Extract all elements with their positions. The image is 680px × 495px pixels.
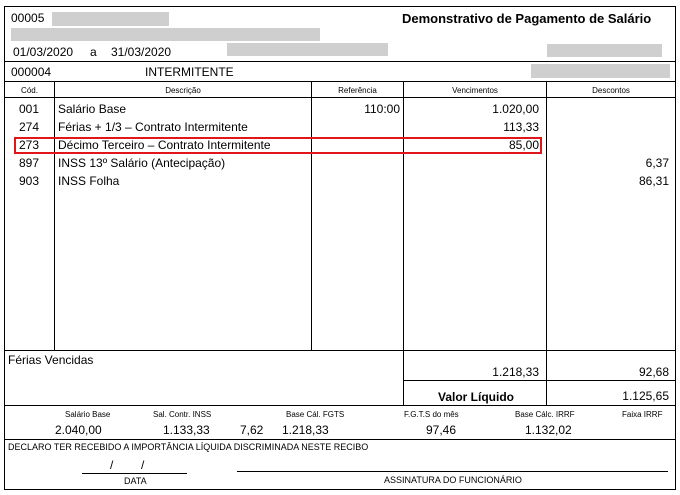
salario-base-value: 2.040,00: [55, 423, 102, 437]
row-cod: 903: [19, 174, 40, 188]
salario-base-label: Salário Base: [65, 410, 111, 419]
col-line-4: [546, 82, 547, 405]
valor-liquido-label: Valor Líquido: [437, 390, 514, 404]
redacted-employee-name: [531, 64, 670, 78]
ferias-vencidas-note: Férias Vencidas: [8, 353, 94, 367]
date-slash-1: /: [110, 458, 114, 472]
declaration-text: DECLARO TER RECEBIDO A IMPORTÂNCIA LÍQUIDA DISCRIMINADA NESTE RECIBO: [8, 442, 369, 452]
valor-liquido: 1.125,65: [622, 389, 669, 403]
document-title: Demonstrativo de Pagamento de Salário: [402, 11, 652, 26]
column-header-divider: [5, 97, 675, 98]
valor-liquido-top-line: [403, 380, 675, 381]
header-divider: [5, 61, 675, 62]
redacted-employer-name: [52, 12, 169, 26]
sal-contr-inss-value: 1.133,33: [163, 423, 210, 437]
period-start: 01/03/2020: [13, 45, 74, 59]
base-calc-fgts-value: 1.218,33: [282, 423, 329, 437]
employer-code: 00005: [11, 11, 45, 25]
row-cod: 273: [19, 138, 40, 152]
redacted-cnpj: [227, 43, 388, 56]
signature-label: ASSINATURA DO FUNCIONÁRIO: [384, 475, 522, 485]
col-header-descricao: Descrição: [165, 86, 201, 95]
row-referencia: 110:00: [364, 102, 400, 116]
date-line: [82, 473, 187, 474]
col-header-cod: Cód.: [21, 86, 38, 95]
row-vencimentos: 85,00: [508, 138, 539, 152]
row-descricao: Salário Base: [58, 102, 127, 116]
highlight-box: [14, 137, 542, 154]
signature-line: [237, 471, 668, 472]
row-descricao: Décimo Terceiro – Contrato Intermitente: [58, 138, 271, 152]
employee-divider: [5, 81, 675, 82]
redacted-reference: [547, 44, 662, 57]
bases-divider: [5, 405, 675, 406]
row-descontos: 86,31: [638, 174, 669, 188]
col-line-1: [54, 82, 55, 350]
row-cod: 001: [19, 102, 40, 116]
employee-role: INTERMITENTE: [145, 65, 234, 79]
row-cod: 274: [19, 120, 40, 134]
row-vencimentos: 1.020,00: [492, 102, 539, 116]
col-line-2: [311, 82, 312, 350]
footer-divider: [5, 439, 675, 440]
row-descricao: INSS Folha: [58, 174, 120, 188]
date-slash-2: /: [141, 458, 145, 472]
totals-divider: [5, 350, 675, 351]
employee-code: 000004: [11, 65, 52, 79]
period-separator: a: [90, 45, 97, 59]
row-descricao: INSS 13º Salário (Antecipação): [58, 156, 226, 170]
row-vencimentos: 113,33: [503, 120, 539, 134]
col-header-referencia: Referência: [338, 86, 377, 95]
row-descontos: 6,37: [645, 156, 669, 170]
base-calc-fgts-label: Base Cál. FGTS: [286, 410, 345, 419]
redacted-address: [11, 28, 320, 41]
total-vencimentos: 1.218,33: [492, 365, 539, 379]
base-calc-irrf-value: 1.132,02: [525, 423, 572, 437]
row-cod: 897: [19, 156, 40, 170]
total-descontos: 92,68: [638, 365, 669, 379]
sal-contr-inss-label: Sal. Contr. INSS: [153, 410, 212, 419]
date-label: DATA: [124, 476, 147, 486]
col-header-descontos: Descontos: [592, 86, 630, 95]
fgts-mes-value: 97,46: [426, 423, 457, 437]
extra-value: 7,62: [240, 423, 264, 437]
base-calc-irrf-label: Base Cálc. IRRF: [515, 410, 575, 419]
fgts-mes-label: F.G.T.S do mês: [404, 410, 459, 419]
row-descricao: Férias + 1/3 – Contrato Intermitente: [58, 120, 248, 134]
period-end: 31/03/2020: [111, 45, 172, 59]
faixa-irrf-label: Faixa IRRF: [622, 410, 663, 419]
col-header-vencimentos: Vencimentos: [452, 86, 498, 95]
